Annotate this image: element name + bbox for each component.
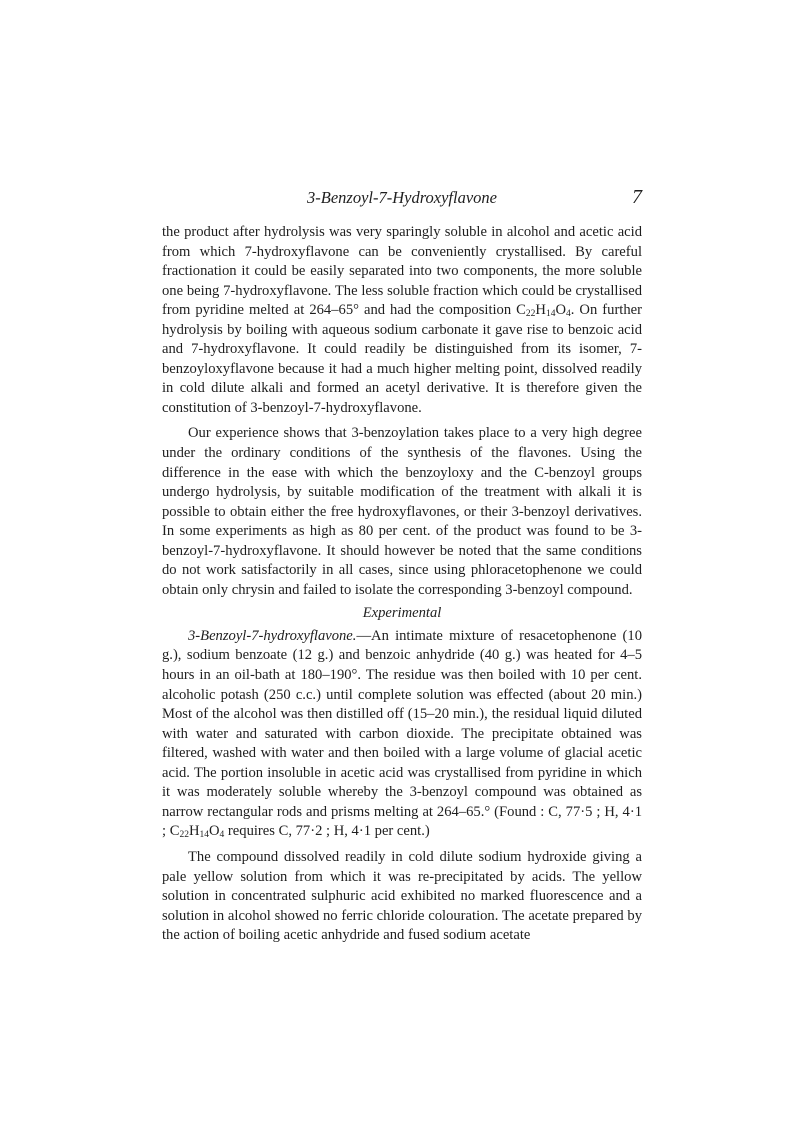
p3-sub-hydrogen: 14 [199,830,209,841]
p1-text-b: H [535,302,546,319]
page-header [162,186,642,212]
p3-sub-carbon: 22 [179,830,189,841]
p3-text-b: H [188,823,200,840]
paragraph-experimental-procedure [162,627,642,842]
p1-sub-carbon: 22 [525,309,536,320]
compound-name-lead: 3-Benzoyl-7-hydroxyflavone. [188,627,357,644]
paragraph-continuation [162,223,642,418]
p3-sub-oxygen: 4 [219,830,225,841]
running-title: 3-Benzoyl-7-Hydroxyflavone [307,188,497,207]
p3-text-a: —An intimate mixture of resacetophenone (10 g.), sodium benzoate (12 g.) and benzoic anhydride (40 g.) was heated for 4–5 hours in an oil-bath at 180–190°. The residue was then boiled with 10 per cent. alcoholic potash (250 c.c.) until complete solution was effected (about 20 min.) Most of the alcohol was then distilled off (15–20 min.), the residual liquid diluted with water and saturated with carbon dioxide. The precipitate obtained was filtered, washed with water and then boiled with a large volume of glacial acetic acid. The portion insoluble in acetic acid was crystallised from pyridine in which it was moderately soluble whereby the 3-benzoyl compound was obtained as narrow rectangular rods and prisms melting at 264–65.° (Found : C, 77·5 ; H, 4·1 ; C [162,627,642,840]
section-heading-experimental: Experimental [362,605,442,622]
p1-text-a: the product after hydrolysis was very sparingly soluble in alcohol and acetic acid from which 7-hydroxyflavone can be conveniently crystallised. By careful fractionation it could be easily separated into two components, the more soluble one being 7-hydroxyflavone. The less soluble fraction which could be crystallised from pyridine melted at 264–65° and had the composition C [162,224,642,319]
p3-text-c: O [208,823,220,840]
paragraph-properties: The compound dissolved readily in cold dilute sodium hydroxide giving a pale yellow solution from which it was re-precipitated by acids. The yellow solution in concentrated sulphuric acid exhibited no marked fluorescence and a solution in alcohol showed no ferric chloride colouration. The acetate prepared by the action of boiling acetic anhydride and fused sodium acetate [162,848,642,944]
paragraph-benzoylation: Our experience shows that 3-benzoylation takes place to a very high degree under the ordinary conditions of the synthesis of the flavones. Using the difference in the ease with which the benzoyloxy and the C-benzoyl groups undergo hydrolysis, by suitable modification of the treatment with alkali it is possible to obtain either the free hydroxyflavones, or their 3-benzoyl derivatives. In some experiments as high as 80 per cent. of the product was found to be 3-benzoyl-7-hydroxyflavone. It should however be noted that the same conditions do not work satisfactorily in all cases, since using phloracetophenone we could obtain only chrysin and failed to isolate the corresponding 3-benzoyl compound. [162,425,642,598]
p1-sub-hydrogen: 14 [545,309,556,320]
p1-sub-oxygen: 4 [566,309,571,320]
page-number: 7 [632,186,642,208]
p1-text-d: . On further hydrolysis by boiling with aqueous sodium carbonate it gave rise to benzoic acid and 7-hydroxyflavone. It could readily be distinguished from its isomer, 7-benzoyloxyflavone because it had a much higher melting point, dissolved readily in cold dilute alkali and formed an acetyl derivative. It is therefore given the constitution of 3-benzoyl-7-hydroxyflavone. [162,302,642,416]
p3-text-d: requires C, 77·2 ; H, 4·1 per cent.) [224,823,430,840]
p1-text-c: O [555,302,567,319]
article-body [162,223,642,946]
